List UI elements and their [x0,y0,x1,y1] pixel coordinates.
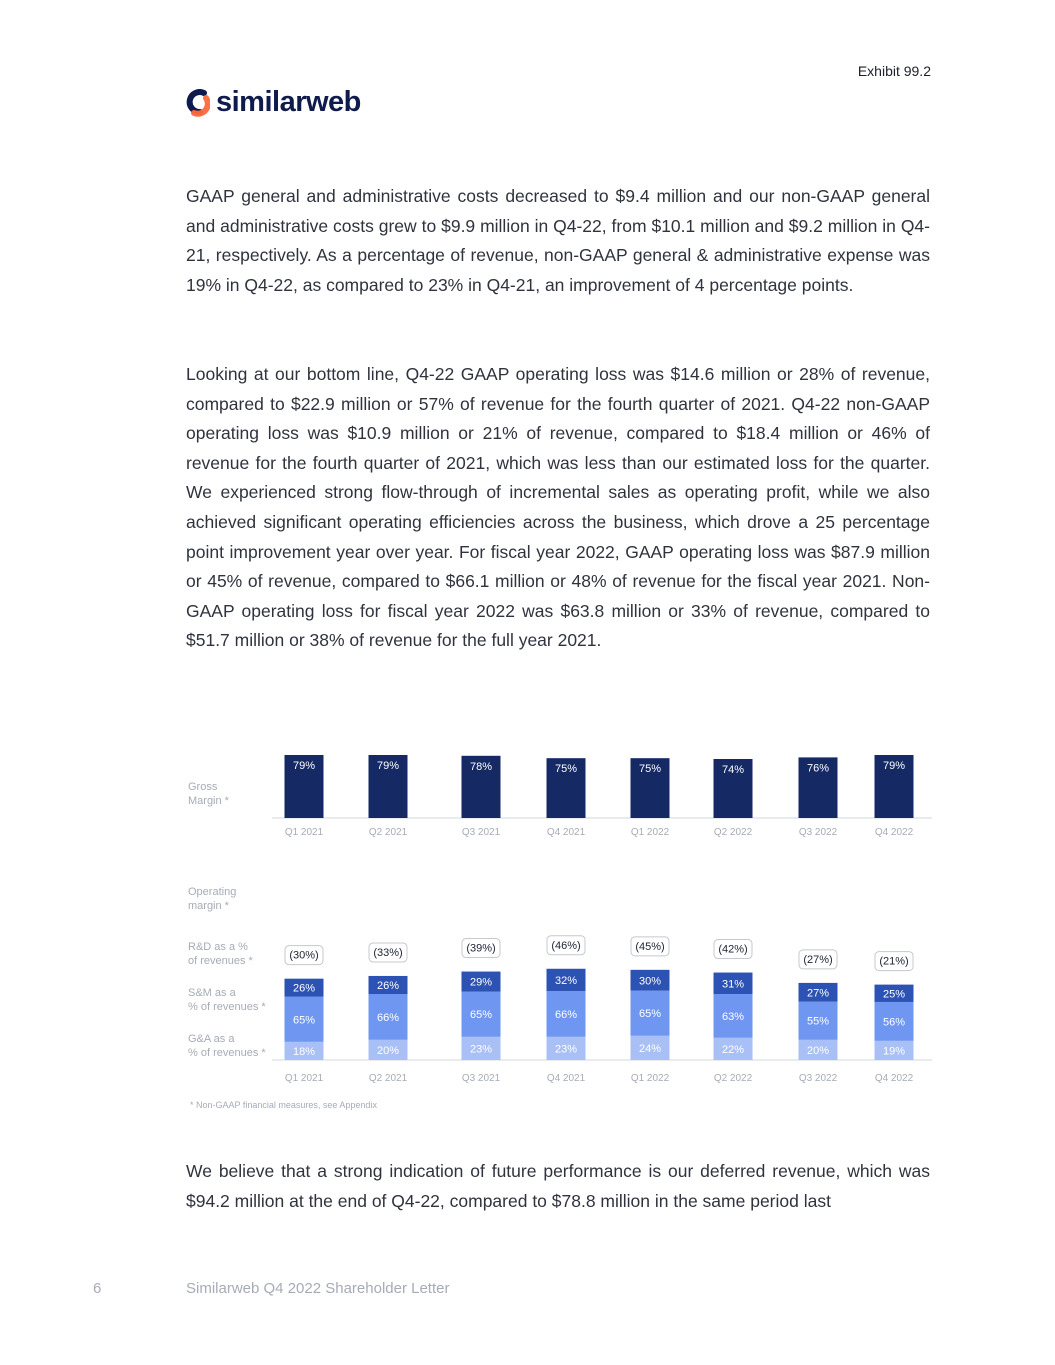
stacked-value-label: 56% [882,1016,906,1029]
margins-chart [0,740,1055,1120]
gross-margin-tick-label: Q1 2021 [284,827,324,838]
operating-margin-value-label: (21%) [879,955,909,968]
gross-margin-tick-label: Q2 2022 [713,827,753,838]
operating-margin-value-label: (46%) [551,939,581,952]
stacked-value-label: 26% [292,982,316,995]
paragraph-deferred-revenue: We believe that a strong indication of future performance is our deferred revenue, which was $94.2 million at the end of Q4-22, compared to $78.8 million in the same period last [186,1161,930,1211]
stacked-tick-label: Q4 2021 [546,1073,586,1084]
operating-margin-value-label: (39%) [466,942,496,955]
gross-margin-tick-label: Q2 2021 [368,827,408,838]
gross-margin-tick-label: Q3 2021 [461,827,501,838]
operating-margin-value-label: (33%) [373,946,403,959]
stacked-value-label: 20% [806,1044,830,1057]
gross-margin-value-label: 75% [638,763,662,776]
stacked-tick-label: Q4 2022 [874,1073,914,1084]
gross-margin-tick-label: Q4 2021 [546,827,586,838]
operating-margin-value-label: (45%) [635,940,665,953]
stacked-tick-label: Q2 2022 [713,1073,753,1084]
stacked-value-label: 32% [554,974,578,987]
stacked-tick-label: Q2 2021 [368,1073,408,1084]
operating-margin-value-label: (30%) [289,949,319,962]
gross-margin-value-label: 78% [469,760,493,773]
gross-margin-value-label: 79% [292,760,316,772]
stacked-value-label: 27% [806,987,830,1000]
stacked-tick-label: Q3 2022 [798,1073,838,1084]
stacked-series-row-label: R&D as a % of revenues * [188,941,253,967]
exhibit-label: Exhibit 99.2 [857,63,931,79]
stacked-value-label: 20% [376,1044,400,1057]
operating-margin-value-label: (42%) [718,943,748,956]
chart-footnote: * Non-GAAP financial measures, see Appendix [190,1100,377,1110]
gross-margin-tick-label: Q3 2022 [798,827,838,838]
stacked-value-label: 18% [292,1045,316,1058]
paragraph-ga-costs: GAAP general and administrative costs decreased to $9.4 million and our non-GAAP general and administrative costs grew to $9.9 million in Q4-22, from $10.1 million and $9.2 million in Q4-21, respectively. As a percentage of revenue, non-GAAP general & administrative expense was 19% in Q4-22, as compared to 23% in Q4-21, an improvement of 4 percentage points. [186,186,930,295]
stacked-value-label: 65% [469,1009,493,1022]
stacked-value-label: 26% [376,979,400,992]
footer-title: Similarweb Q4 2022 Shareholder Letter [186,1280,450,1297]
similarweb-logo [186,86,361,119]
stacked-series-row-label: G&A as a % of revenues * [188,1033,266,1059]
stacked-value-label: 31% [721,978,745,991]
stacked-value-label: 25% [882,988,906,1001]
stacked-tick-label: Q1 2022 [630,1073,670,1084]
gross-margin-value-label: 79% [376,760,400,772]
stacked-value-label: 55% [806,1015,830,1028]
page-number: 6 [93,1280,102,1297]
stacked-tick-label: Q1 2021 [284,1073,324,1084]
stacked-value-label: 30% [638,975,662,988]
similarweb-logo-icon [186,89,210,117]
stacked-value-label: 23% [554,1043,578,1056]
gross-margin-value-label: 74% [721,763,745,776]
stacked-value-label: 65% [638,1008,662,1021]
gross-margin-row-label: Gross Margin * [188,781,229,807]
stacked-value-label: 29% [469,976,493,989]
stacked-value-label: 63% [721,1010,745,1023]
stacked-value-label: 66% [376,1011,400,1024]
operating-margin-value-label: (27%) [803,953,833,966]
gross-margin-value-label: 75% [554,763,578,776]
stacked-value-label: 65% [292,1014,316,1027]
stacked-tick-label: Q3 2021 [461,1073,501,1084]
stacked-value-label: 24% [638,1042,662,1055]
stacked-value-label: 23% [469,1043,493,1056]
gross-margin-value-label: 79% [882,760,906,772]
stacked-series-row-label: S&M as a % of revenues * [188,987,266,1013]
stacked-value-label: 19% [882,1045,906,1058]
gross-margin-tick-label: Q4 2022 [874,827,914,838]
paragraph-bottom-line: Looking at our bottom line, Q4-22 GAAP operating loss was $14.6 million or 28% of revenue, compared to $22.9 million or 57% of revenue for the fourth quarter of 2021. Q4-22 non-GAAP operating loss was $10.9 million or 21% of revenue, compared to $18.4 million or 46% of revenue for the fourth quarter of 2021, which was less than our estimated loss for the quarter. We experienced strong flow-through of incremental sales as operating profit, while we also achieved significant operating efficiencies across the business, which drove a 25 percentage point improvement year over year. For fiscal year 2022, GAAP operating loss was $87.9 million or 45% of revenue, compared to $66.1 million or 48% of revenue for the fiscal year 2021. Non-GAAP operating loss for fiscal year 2022 was $63.8 million or 33% of revenue, compared to $51.7 million or 38% of revenue for the full year 2021. [186,364,930,651]
stacked-value-label: 22% [721,1043,745,1056]
gross-margin-value-label: 76% [806,762,830,775]
operating-margin-row-label: Operating margin * [188,886,237,912]
gross-margin-tick-label: Q1 2022 [630,827,670,838]
logo-text: similarweb [216,86,361,118]
stacked-value-label: 66% [554,1008,578,1021]
